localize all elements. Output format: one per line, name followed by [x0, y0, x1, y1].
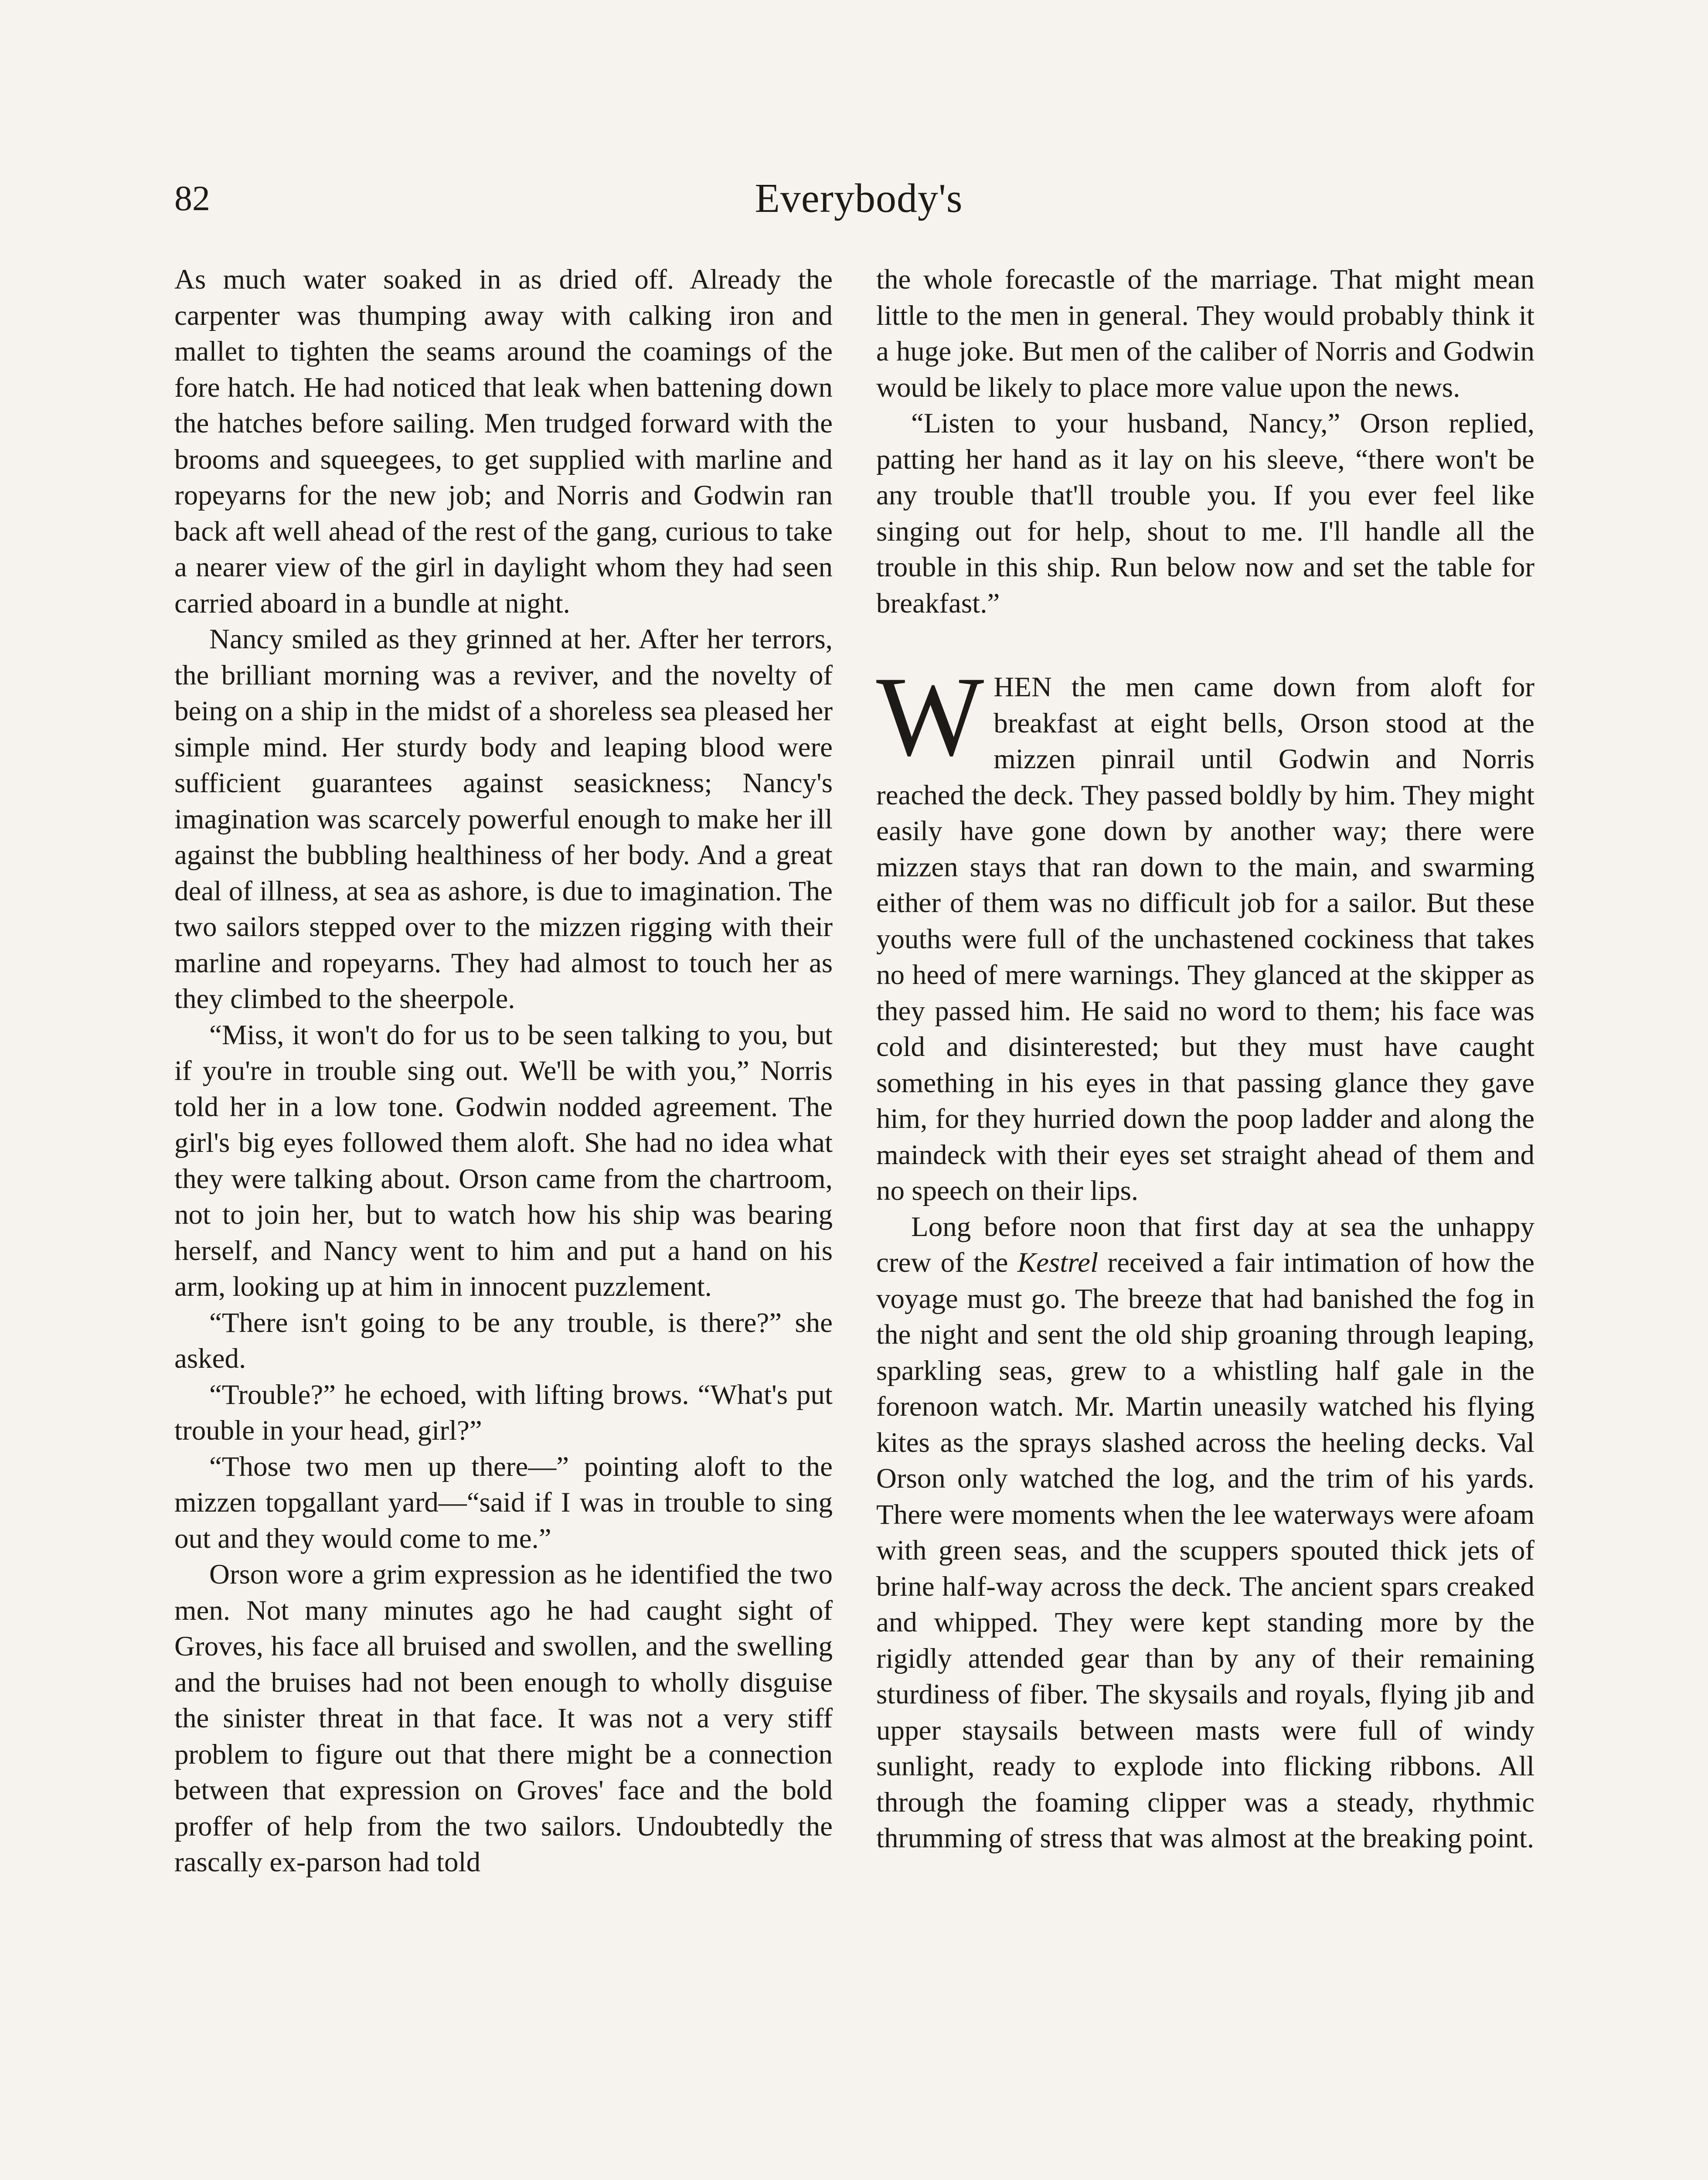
left-column [174, 262, 833, 1880]
paragraph: As much water soaked in as dried off. Already the carpenter was thumping away with calking iron and mallet to tighten the seams around the coamings of the fore hatch. He had noticed that leak when battening down the hatches before sailing. Men trudged forward with the brooms and squeegees, to get supplied with marline and ropeyarns for the new job; and Norris and Godwin ran back aft well ahead of the rest of the gang, curious to take a nearer view of the girl in daylight whom they had seen carried aboard in a bundle at night. [174, 264, 833, 619]
paragraph: “Trouble?” he echoed, with lifting brows. “What's put trouble in your head, girl?” [174, 1379, 833, 1446]
paragraph: “Miss, it won't do for us to be seen talking to you, but if you're in trouble sing out. We'll be with you,” Norris told her in a low tone. Godwin nodded agreement. The girl's big eyes followed them aloft. She had no idea what they were talking about. Orson came from the chartroom, not to join her, but to watch how his ship was bearing herself, and Nancy went to him and put a hand on his arm, looking up at him in innocent puzzlement. [174, 1019, 833, 1302]
ship-name: Kestrel [1017, 1247, 1099, 1278]
right-column [876, 262, 1534, 1856]
paragraph-text: received a fair intimation of how the voyage must go. The breeze that had banished the fog in the night and sent the old ship groaning through leaping, sparkling seas, grew to a whistling half gale in the forenoon watch. Mr. Martin uneasily watched his flying kites as the sprays slashed across the heeling decks. Val Orson only watched the log, and the trim of his yards. There were moments when the lee waterways were afoam with green seas, and the scuppers spouted thick jets of brine half-way across the deck. The ancient spars creaked and whipped. They were kept standing more by the rigidly attended gear than by any of their remaining sturdiness of fiber. The skysails and royals, flying jib and upper staysails between masts were full of windy sunlight, ready to explode into flicking ribbons. All through the foaming clipper was a steady, rhythmic thrumming of stress that was almost at the breaking point. [876, 1247, 1535, 1854]
paragraph: “Those two men up there—” pointing aloft to the mizzen topgallant yard—“said if I was in trouble to sing out and they would come to me.” [174, 1451, 833, 1554]
paragraph-text: Long before noon that first day at sea the unhappy crew of the [876, 1211, 1534, 1278]
paragraph: Nancy smiled as they grinned at her. After her terrors, the brilliant morning was a reviver, and the novelty of being on a ship in the midst of a shoreless sea pleased her simple mind. Her sturdy body and leaping blood were sufficient guarantees against seasickness; Nancy's imagination was scarcely powerful enough to make her ill against the bubbling healthiness of her body. And a great deal of illness, at sea as ashore, is due to imagination. The two sailors stepped over to the mizzen rigging with their marline and ropeyarns. They had almost to touch her as they climbed to the sheerpole. [174, 623, 833, 1015]
lead-in-caps: HEN [993, 671, 1052, 703]
paragraph: Orson wore a grim expression as he identified the two men. Not many minutes ago he had caught sight of Groves, his face all bruised and swollen, and the swelling and the bruises had not been enough to wholly disguise the sinister threat in that face. It was not a very stiff problem to figure out that there might be a connection between that expression on Groves' face and the bold proffer of help from the two sailors. Undoubtedly the rascally ex-parson had told [174, 1559, 833, 1878]
drop-cap: W [876, 653, 984, 780]
paragraph [876, 1209, 1534, 1856]
paragraph: “Listen to your husband, Nancy,” Orson replied, patting her hand as it lay on his sleeve, “there won't be any trouble that'll trouble you. If you ever feel like singing out for help, shout to me. I'll handle all the trouble in this ship. Run below now and set the table for breakfast.” [876, 408, 1534, 619]
paragraph: the whole forecastle of the marriage. That might mean little to the men in general. They would probably think it a huge joke. But men of the caliber of Norris and Godwin would be likely to place more value upon the news. [876, 264, 1534, 403]
paragraph: “There isn't going to be any trouble, is there?” she asked. [174, 1307, 833, 1374]
page-number: 82 [174, 178, 210, 218]
magazine-title: Everybody's [755, 176, 963, 221]
paragraph-text: the men came down from aloft for breakfast at eight bells, Orson stood at the mizzen pinrail until Godwin and Norris reached the deck. They passed boldly by him. They might easily have gone down by another way; there were mizzen stays that ran down to the main, and swarming either of them was no difficult job for a sailor. But these youths were full of the unchastened cockiness that takes no heed of mere warnings. They glanced at the skipper as they passed him. He said no word to them; his face was cold and disinterested; but they must have caught something in his eyes in that passing glance they gave him, for they hurried down the poop ladder and along the maindeck with their eyes set straight ahead of them and no speech on their lips. [876, 671, 1534, 1206]
page-header [174, 172, 1543, 233]
section-opening-paragraph [876, 653, 1534, 1209]
